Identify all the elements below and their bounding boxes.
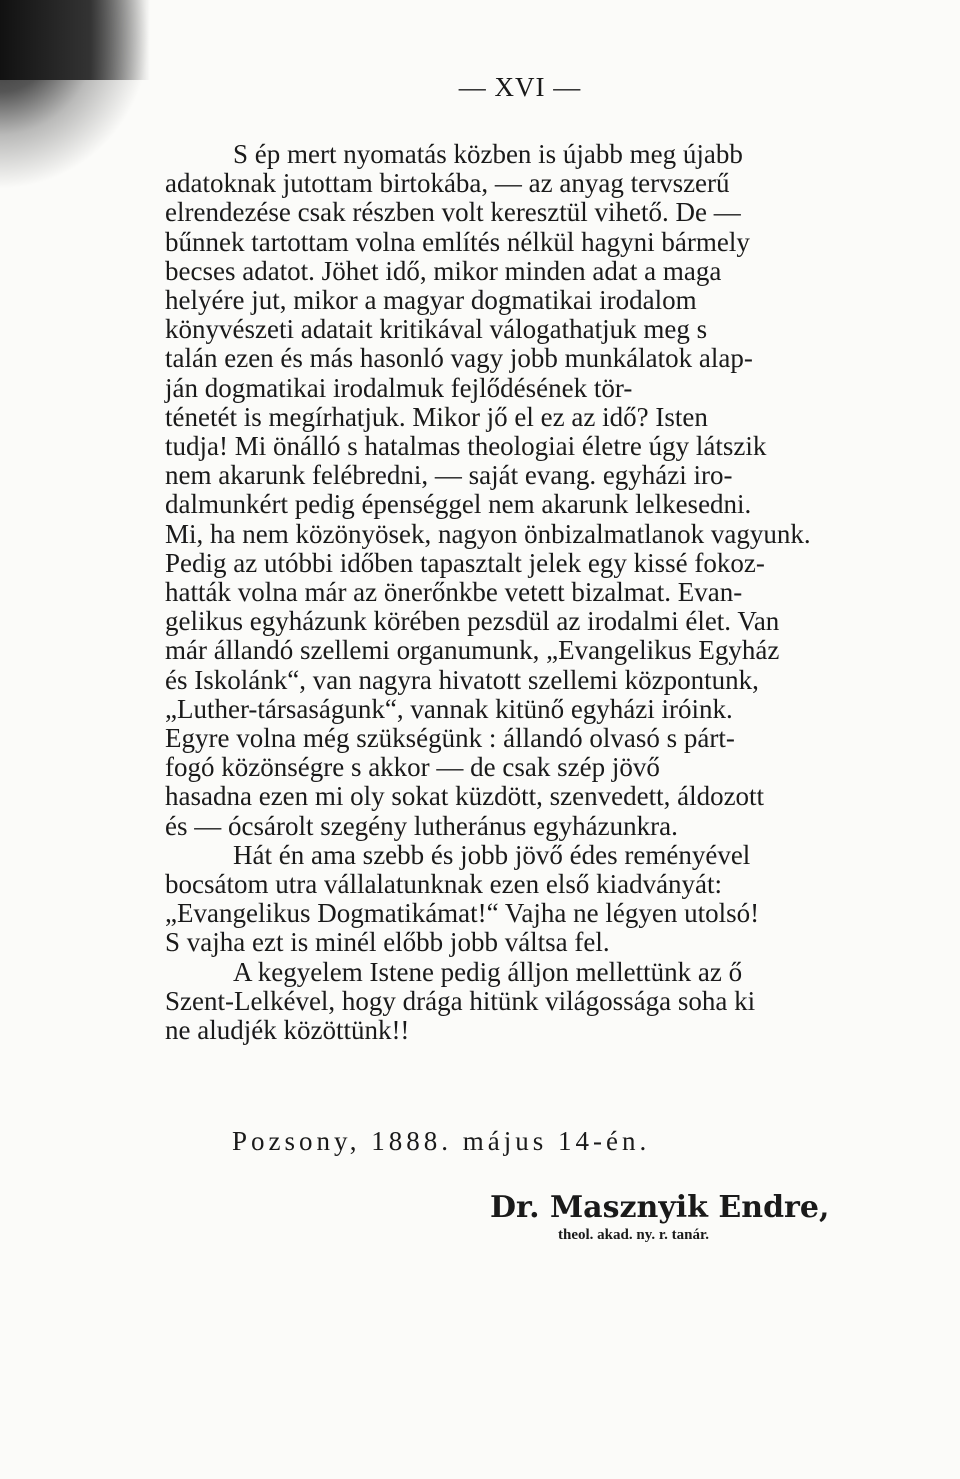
body-text [165, 140, 895, 1045]
text-line: adatoknak jutottam birtokába, — az anyag tervszerű [165, 168, 730, 199]
text-line: bocsátom utra vállalatunknak ezen első kiadványát: [165, 869, 723, 900]
signature-title: theol. akad. ny. r. tanár. [558, 1227, 710, 1243]
text-line: Hát én ama szebb és jobb jövő édes reményével [233, 839, 751, 870]
text-line: tudja! Mi önálló s hatalmas theologiai életre úgy látszik [165, 431, 767, 462]
text-line: ján dogmatikai irodalmuk fejlődésének tör- [165, 372, 633, 403]
text-line: becses adatot. Jöhet idő, mikor minden adat a maga [165, 255, 722, 286]
text-line: Mi, ha nem közönyösek, nagyon önbizalmatlanok vagyunk. [165, 518, 811, 549]
text-line: Szent-Lelkével, hogy drága hitünk világossága soha ki [165, 985, 756, 1016]
text-line: „Evangelikus Dogmatikámat!“ Vajha ne légyen utolsó! [165, 898, 760, 929]
text-line: és Iskolánk“, van nagyra hivatott szellemi központunk, [165, 664, 759, 695]
text-line: hasadna ezen mi oly sokat küzdött, szenvedett, áldozott [165, 781, 765, 812]
text-line: könyvészeti adatait kritikával válogathatjuk meg s [165, 314, 708, 345]
text-line: már állandó szellemi organumunk, „Evangelikus Egyház [165, 635, 780, 666]
page-number: — XVI — [458, 72, 582, 102]
scan-edge-strip [0, 0, 150, 80]
text-line: fogó közönségre s akkor — de csak szép jövő [165, 752, 660, 783]
text-line: ténetét is megírhatjuk. Mikor jő el ez az idő? Isten [165, 401, 708, 432]
text-line: nem akarunk felébredni, — saját evang. egyházi iro- [165, 460, 733, 491]
text-line: dalmunkért pedig épenséggel nem akarunk lelkesedni. [165, 489, 752, 520]
text-line: S ép mert nyomatás közben is újabb meg újabb [233, 139, 743, 169]
place-date: Pozsony, 1888. május 14-én. [232, 1126, 651, 1156]
text-line: ne aludjék közöttünk!! [165, 1015, 410, 1046]
text-line: talán ezen és más hasonló vagy jobb munkálatok alap- [165, 343, 753, 374]
text-line: elrendezése csak részben volt keresztül vihető. De — [165, 197, 741, 228]
text-line: hatták volna már az önerőnkbe vetett bizalmat. Evan- [165, 577, 743, 608]
text-line: és — ócsárolt szegény lutheránus egyházunkra. [165, 810, 678, 841]
text-line: Egyre volna még szükségünk : állandó olvasó s párt- [165, 723, 735, 754]
signature: Dr. Masznyik Endre, [490, 1190, 830, 1225]
text-line: gelikus egyházunk körében pezsdül az irodalmi élet. Van [165, 606, 780, 637]
text-line: „Luther-társaságunk“, vannak kitünő egyházi iróink. [165, 693, 733, 724]
text-line: A kegyelem Istene pedig álljon mellettünk az ő [233, 956, 743, 987]
text-line: Pedig az utóbbi időben tapasztalt jelek egy kissé fokoz- [165, 547, 765, 578]
text-line: bűnnek tartottam volna említés nélkül hagyni bármely [165, 226, 750, 257]
text-line: helyére jut, mikor a magyar dogmatikai irodalom [165, 285, 697, 316]
text-line: S vajha ezt is minél előbb jobb váltsa fel. [165, 927, 610, 958]
